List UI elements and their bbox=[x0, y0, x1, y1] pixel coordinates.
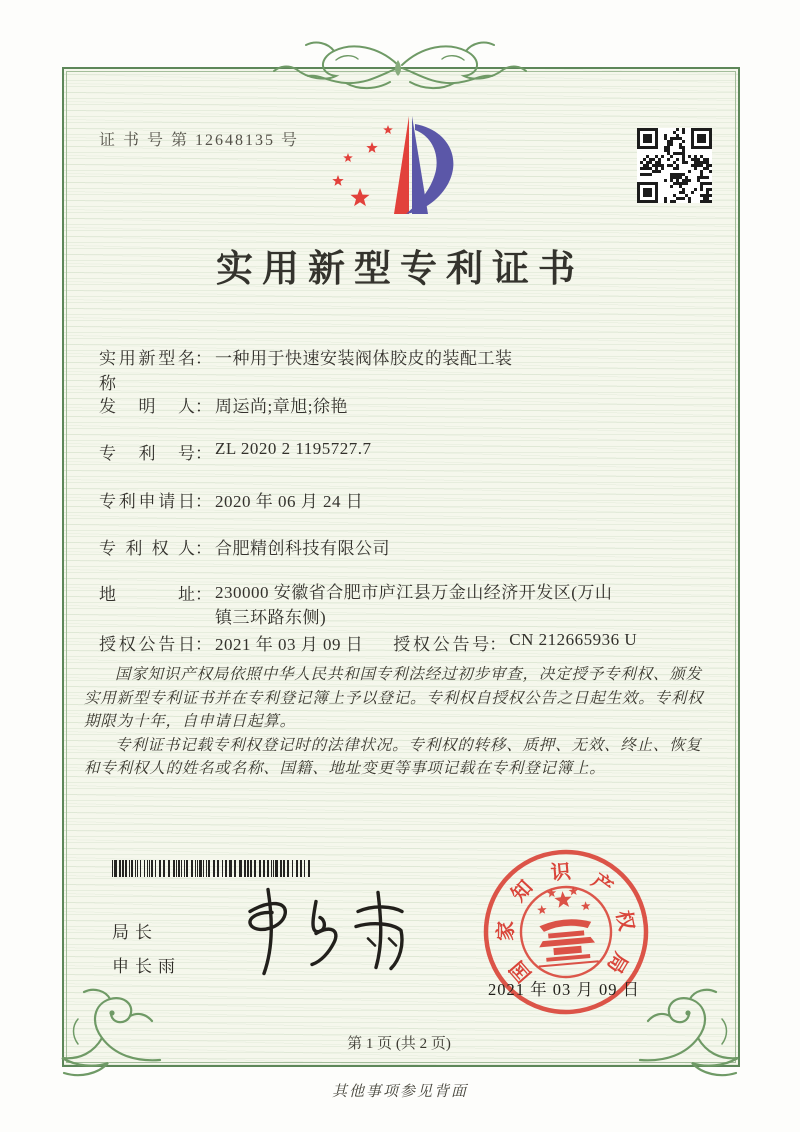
field-value: 周运尚;章旭;徐艳 bbox=[215, 397, 348, 416]
commissioner-name: 申长雨 bbox=[112, 957, 181, 976]
field-label: 专利权人 bbox=[99, 539, 195, 558]
field-value: 一种用于快速安装阀体胶皮的装配工装 bbox=[215, 349, 513, 368]
field-label: 发明人 bbox=[99, 397, 195, 416]
field-row-patent-number bbox=[99, 439, 372, 464]
director-signature-icon bbox=[212, 880, 422, 988]
qr-code-icon bbox=[637, 128, 712, 203]
field-colon: ： bbox=[489, 635, 507, 654]
field-value: ZL 2020 2 1195727.7 bbox=[215, 439, 372, 458]
field-value: 2021 年 03 月 09 日 bbox=[215, 635, 364, 654]
field-label: 专利申请日 bbox=[99, 492, 195, 511]
grant-date-pair bbox=[99, 630, 363, 655]
field-row-inventors bbox=[99, 392, 348, 417]
field-colon: ： bbox=[195, 585, 212, 604]
field-colon: ： bbox=[195, 635, 212, 654]
field-colon: ： bbox=[195, 397, 212, 416]
cnipa-logo-icon bbox=[332, 112, 482, 222]
seal-arc-char: 产 bbox=[587, 869, 617, 900]
field-colon: ： bbox=[195, 539, 212, 558]
field-label: 授权公告号 bbox=[393, 635, 490, 654]
seal-arc-char: 权 bbox=[611, 908, 638, 933]
field-value: 230000 安徽省合肥市庐江县万金山经济开发区(万山镇三环路东侧) bbox=[215, 583, 613, 627]
grant-number-pair bbox=[393, 630, 637, 655]
seal-arc-char: 局 bbox=[602, 948, 632, 977]
field-label: 专利号 bbox=[99, 444, 195, 463]
field-row-filing-date bbox=[99, 487, 363, 512]
field-colon: ： bbox=[195, 492, 212, 511]
field-colon: ： bbox=[195, 349, 212, 368]
field-value: 2020 年 06 月 24 日 bbox=[215, 492, 364, 511]
certificate-title: 实用新型专利证书 bbox=[216, 249, 584, 290]
legal-text bbox=[84, 663, 708, 781]
field-row-grant bbox=[99, 630, 637, 655]
seal-date: 2021 年 03 月 09 日 bbox=[488, 980, 641, 999]
seal-arc-char: 家 bbox=[495, 920, 518, 942]
field-label: 地址 bbox=[99, 585, 195, 604]
field-label: 实用新型名称 bbox=[99, 349, 195, 393]
field-row-patentee bbox=[99, 534, 390, 559]
back-side-note: 其他事项参见背面 bbox=[331, 1084, 468, 1100]
field-value: CN 212665936 U bbox=[509, 630, 638, 649]
legal-paragraph-1: 国家知识产权局依照中华人民共和国专利法经过初步审查，决定授予专利权、颁发实用新型专利证书并在专利登记簿上予以登记。专利权自授权公告之日起生效。专利权期限为十年，自申请日起算。 bbox=[84, 666, 704, 730]
field-label: 授权公告日 bbox=[99, 635, 195, 654]
seal-arc-char: 识 bbox=[549, 860, 572, 885]
field-row-address bbox=[99, 580, 623, 630]
field-value: 合肥精创科技有限公司 bbox=[215, 539, 390, 558]
field-row-invention-name bbox=[99, 344, 513, 394]
field-colon: ： bbox=[195, 444, 212, 463]
seal-arc-char: 国 bbox=[506, 956, 536, 986]
page-number: 第 1 页 (共 2 页) bbox=[347, 1036, 451, 1052]
commissioner-title: 局长 bbox=[112, 923, 158, 942]
legal-paragraph-2: 专利证书记载专利权登记时的法律状况。专利权的转移、质押、无效、终止、恢复和专利权人的姓名或名称、国籍、地址变更等事项记载在专利登记簿上。 bbox=[84, 736, 702, 777]
certificate-number: 证 书 号 第 12648135 号 bbox=[99, 132, 300, 149]
seal-arc-char: 知 bbox=[507, 876, 538, 907]
barcode-icon bbox=[112, 860, 310, 877]
